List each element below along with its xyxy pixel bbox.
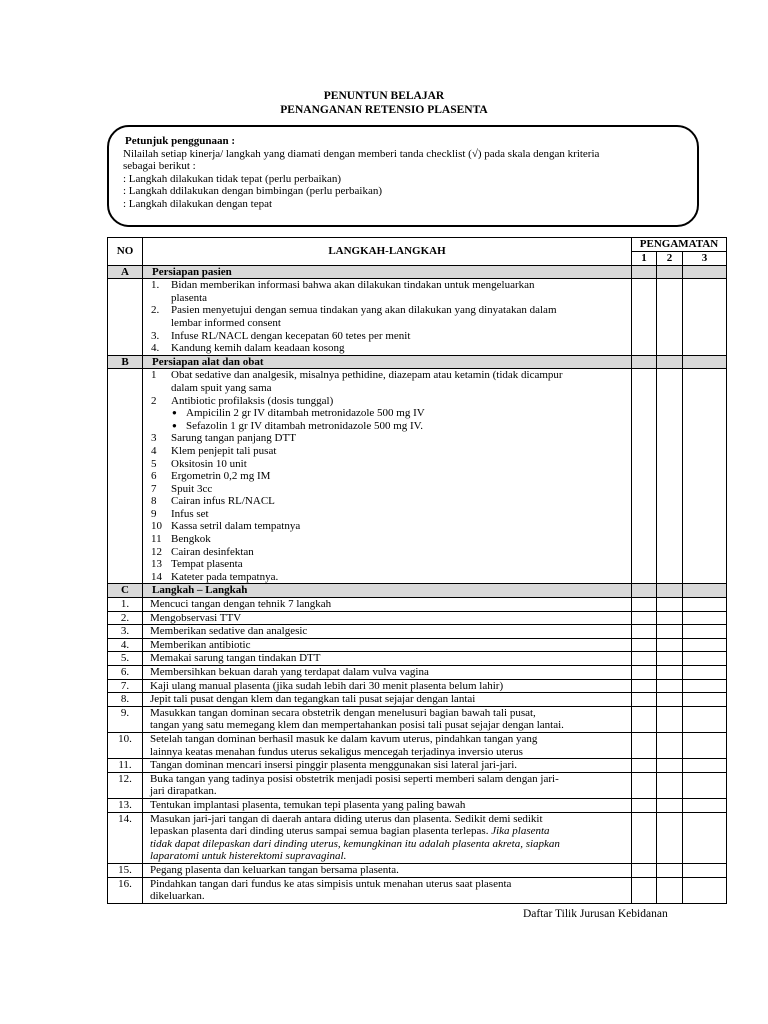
item-line: Sarung tangan panjang DTT bbox=[171, 432, 296, 445]
list-item bbox=[151, 558, 631, 571]
item-text bbox=[171, 508, 631, 521]
item-line: Infuse RL/NACL dengan kecepatan 60 tetes per menit bbox=[171, 329, 411, 342]
obs-cell[interactable] bbox=[657, 812, 683, 863]
item-line: Klem penjepit tali pusat bbox=[171, 444, 277, 457]
obs-cell[interactable] bbox=[657, 693, 683, 707]
step-text bbox=[143, 863, 632, 877]
item-number: 4 bbox=[151, 444, 157, 457]
page-subtitle: PENANGANAN RETENSIO PLASENTA bbox=[280, 104, 488, 116]
obs-cell[interactable] bbox=[632, 812, 657, 863]
step-line: Mencuci tangan dengan tehnik 7 langkah bbox=[150, 598, 332, 611]
table-row bbox=[108, 772, 727, 798]
step-text bbox=[143, 679, 632, 693]
step-line: Setelah tangan dominan berhasil masuk ke dalam kavum uterus, pindahkan tangan yang bbox=[150, 732, 538, 745]
instructions-box bbox=[107, 125, 699, 227]
obs-cell[interactable] bbox=[683, 863, 727, 877]
section-b-list bbox=[143, 369, 632, 584]
item-number: 3 bbox=[151, 432, 157, 445]
obs-cell[interactable] bbox=[632, 638, 657, 652]
item-text bbox=[171, 495, 631, 508]
obs-cell[interactable] bbox=[632, 666, 657, 680]
obs-cell[interactable] bbox=[683, 877, 727, 903]
item-text bbox=[171, 571, 631, 584]
item-line: Oksitosin 10 unit bbox=[171, 457, 247, 470]
step-text bbox=[143, 759, 632, 773]
criteria-2: : Langkah ddilakukan dengan bimbingan (perlu perbaikan) bbox=[123, 185, 383, 197]
step-number: 7. bbox=[108, 679, 143, 693]
step-line: Masukkan tangan dominan secara obstetrik dengan menelusuri bagian bawah tali pusat, bbox=[150, 706, 536, 719]
item-number: 4. bbox=[151, 342, 160, 355]
item-line: Tempat plasenta bbox=[171, 558, 243, 571]
item-number: 8 bbox=[151, 495, 157, 508]
table-row bbox=[108, 706, 727, 732]
obs-cell[interactable] bbox=[683, 666, 727, 680]
item-line: Kateter pada tempatnya. bbox=[171, 570, 279, 583]
step-number: 4. bbox=[108, 638, 143, 652]
item-line: Ergometrin 0,2 mg IM bbox=[171, 470, 271, 483]
table-row bbox=[108, 812, 727, 863]
step-number: 1. bbox=[108, 598, 143, 612]
step-text bbox=[143, 706, 632, 732]
table-row bbox=[108, 863, 727, 877]
item-line: Pasien menyetujui dengan semua tindakan yang akan dilakukan yang dinyatakan dalam bbox=[171, 304, 557, 317]
step-text bbox=[143, 693, 632, 707]
item-line: plasenta bbox=[171, 291, 208, 304]
step-line: Mengobservasi TTV bbox=[150, 611, 242, 624]
instructions-heading: Petunjuk penggunaan : bbox=[125, 135, 236, 147]
step-line: Jepit tali pusat dengan klem dan tegangkan tali pusat sejajar dengan lantai bbox=[150, 693, 476, 706]
obs-cell[interactable] bbox=[657, 732, 683, 758]
table-row bbox=[108, 625, 727, 639]
item-text bbox=[171, 520, 631, 533]
obs-cell[interactable] bbox=[632, 693, 657, 707]
list-item bbox=[151, 533, 631, 546]
list-item bbox=[151, 458, 631, 471]
checklist-table bbox=[107, 237, 727, 904]
obs-cell[interactable] bbox=[657, 611, 683, 625]
list-item bbox=[151, 369, 631, 394]
obs-cell[interactable] bbox=[657, 679, 683, 693]
obs-cell[interactable] bbox=[683, 759, 727, 773]
step-line: tangan yang satu memegang klem dan mempertahankan posisi tali pusat sejajar dengan lantai. bbox=[150, 719, 564, 732]
step-text bbox=[143, 611, 632, 625]
obs-cell[interactable] bbox=[683, 625, 727, 639]
item-number: 12 bbox=[151, 545, 162, 558]
obs-cell[interactable] bbox=[632, 598, 657, 612]
obs-cell[interactable] bbox=[657, 638, 683, 652]
step-number: 5. bbox=[108, 652, 143, 666]
step-text bbox=[143, 625, 632, 639]
item-number: 6 bbox=[151, 470, 157, 483]
obs-cell[interactable] bbox=[632, 679, 657, 693]
step-number: 16. bbox=[108, 877, 143, 903]
step-number: 2. bbox=[108, 611, 143, 625]
item-line: Obat sedative dan analgesik, misalnya pethidine, diazepam atau ketamin (tidak dicampur bbox=[171, 369, 563, 382]
item-text bbox=[171, 342, 631, 355]
bullet-icon: ● bbox=[172, 408, 177, 418]
step-line: Membersihkan bekuan darah yang terdapat dalam vulva vagina bbox=[150, 666, 429, 678]
item-text bbox=[171, 558, 631, 571]
bullet-text: Ampicilin 2 gr IV ditambah metronidazole 500 mg IV bbox=[186, 407, 425, 420]
obs-cell[interactable] bbox=[632, 652, 657, 666]
item-text bbox=[171, 304, 631, 329]
obs-cell[interactable] bbox=[657, 666, 683, 680]
obs-cell[interactable] bbox=[657, 772, 683, 798]
criteria-1: : Langkah dilakukan tidak tepat (perlu perbaikan) bbox=[123, 172, 342, 185]
item-number: 9 bbox=[151, 507, 157, 520]
table-row bbox=[108, 732, 727, 758]
table-row bbox=[108, 652, 727, 666]
list-item bbox=[151, 304, 631, 329]
obs-cell[interactable] bbox=[683, 679, 727, 693]
obs-cell[interactable] bbox=[683, 638, 727, 652]
section-a-list bbox=[143, 279, 632, 356]
item-number: 3. bbox=[151, 329, 160, 342]
obs-cell[interactable] bbox=[632, 759, 657, 773]
obs-cell[interactable] bbox=[657, 652, 683, 666]
list-item bbox=[151, 445, 631, 458]
item-number: 7 bbox=[151, 482, 157, 495]
step-text bbox=[143, 638, 632, 652]
list-item bbox=[151, 470, 631, 483]
list-item bbox=[151, 483, 631, 496]
step-line: Tentukan implantasi plasenta, temukan tepi plasenta yang paling bawah bbox=[150, 798, 466, 811]
step-number: 9. bbox=[108, 706, 143, 732]
item-number: 1 bbox=[151, 369, 157, 382]
obs-cell[interactable] bbox=[683, 652, 727, 666]
table-row bbox=[108, 693, 727, 707]
item-line: Cairan desinfektan bbox=[171, 545, 254, 558]
item-number: 14 bbox=[151, 570, 162, 583]
table-row bbox=[108, 798, 727, 812]
item-text bbox=[171, 546, 631, 559]
obs-cell[interactable] bbox=[657, 706, 683, 732]
item-number: 11 bbox=[151, 533, 162, 546]
step-number: 15. bbox=[108, 863, 143, 877]
step-line: Memakai sarung tangan tindakan DTT bbox=[150, 652, 321, 665]
table-row bbox=[108, 877, 727, 903]
step-number: 6. bbox=[108, 666, 143, 680]
step-number: 10. bbox=[108, 732, 143, 758]
obs-cell[interactable] bbox=[683, 693, 727, 707]
item-text bbox=[171, 330, 631, 343]
obs-cell[interactable] bbox=[683, 611, 727, 625]
section-a-title: Persiapan pasien bbox=[143, 265, 632, 279]
step-number: 3. bbox=[108, 625, 143, 639]
step-line: lainnya keatas menahan fundus uterus sekaligus mencegah terjadinya inversio uterus bbox=[150, 745, 523, 758]
obs-cell[interactable] bbox=[683, 706, 727, 732]
step-line: Memberikan sedative dan analgesic bbox=[150, 625, 308, 638]
step-text bbox=[143, 812, 632, 863]
obs-cell[interactable] bbox=[632, 706, 657, 732]
item-line: Bengkok bbox=[171, 533, 211, 546]
section-c-title: Langkah – Langkah bbox=[143, 584, 632, 598]
section-b-title: Persiapan alat dan obat bbox=[143, 355, 632, 369]
col-observation-header: PENGAMATAN bbox=[632, 238, 727, 252]
obs-cell[interactable] bbox=[632, 877, 657, 903]
bullet-item bbox=[151, 420, 631, 433]
step-line: Kaji ulang manual plasenta (jika sudah lebih dari 30 menit plasenta belum lahir) bbox=[150, 679, 504, 692]
item-line: Bidan memberikan informasi bahwa akan dilakukan tindakan untuk mengeluarkan bbox=[171, 279, 535, 292]
list-item bbox=[151, 279, 631, 304]
obs-cell[interactable] bbox=[683, 772, 727, 798]
item-line: Kandung kemih dalam keadaan kosong bbox=[171, 342, 345, 355]
item-text bbox=[171, 279, 631, 304]
section-a-items bbox=[108, 279, 727, 356]
footer-text: Daftar Tilik Jurusan Kebidanan bbox=[523, 908, 668, 920]
list-item bbox=[151, 330, 631, 343]
step-line: Memberikan antibiotic bbox=[150, 638, 251, 651]
item-number: 10 bbox=[151, 520, 162, 533]
obs-cell[interactable] bbox=[657, 759, 683, 773]
step-italic-note: laparatomi untuk histerektomi supravaginal. bbox=[150, 850, 347, 863]
list-item bbox=[151, 508, 631, 521]
step-number: 14. bbox=[108, 812, 143, 863]
step-text bbox=[143, 877, 632, 903]
col-steps-header: LANGKAH-LANGKAH bbox=[143, 238, 632, 266]
obs-cell[interactable] bbox=[657, 798, 683, 812]
page-title: PENUNTUN BELAJAR bbox=[323, 90, 445, 102]
list-item bbox=[151, 571, 631, 584]
col-no-header: NO bbox=[108, 238, 143, 266]
item-line: Spuit 3cc bbox=[171, 482, 213, 495]
step-text bbox=[143, 598, 632, 612]
list-item bbox=[151, 546, 631, 559]
item-number: 13 bbox=[151, 558, 162, 571]
obs-cell[interactable] bbox=[632, 625, 657, 639]
table-row bbox=[108, 598, 727, 612]
section-b-header: B Persiapan alat dan obat bbox=[108, 355, 727, 369]
step-italic-note: tidak dapat dilepaskan dari dinding uterus, kemungkinan itu adalah plasenta akreta, siapkan bbox=[150, 837, 560, 850]
step-number: 13. bbox=[108, 798, 143, 812]
item-line: Infus set bbox=[171, 507, 209, 520]
obs-cell[interactable] bbox=[657, 863, 683, 877]
item-text bbox=[171, 369, 631, 394]
item-line: Antibiotic profilaksis (dosis tunggal) bbox=[171, 394, 334, 407]
item-line: dalam spuit yang sama bbox=[171, 381, 272, 394]
obs-cell[interactable] bbox=[632, 772, 657, 798]
instructions-intro: Nilailah setiap kinerja/ langkah yang diamati dengan memberi tanda checklist (√) pada skala dengan kriteria bbox=[123, 147, 600, 160]
step-line: Pegang plasenta dan keluarkan tangan bersama plasenta. bbox=[150, 863, 399, 876]
item-text bbox=[171, 395, 631, 408]
bullet-icon: ● bbox=[172, 420, 177, 430]
section-c-header: C Langkah – Langkah bbox=[108, 584, 727, 598]
step-line: jari dirapatkan. bbox=[150, 785, 217, 798]
item-number: 2. bbox=[151, 304, 160, 317]
item-text bbox=[171, 483, 631, 496]
table-row bbox=[108, 759, 727, 773]
obs-cell[interactable] bbox=[657, 625, 683, 639]
item-number: 2 bbox=[151, 394, 157, 407]
item-line: Cairan infus RL/NACL bbox=[171, 495, 275, 508]
step-text bbox=[143, 798, 632, 812]
step-line: Pindahkan tangan dari fundus ke atas simpisis untuk menahan uterus saat plasenta bbox=[150, 877, 512, 890]
item-line: lembar informed consent bbox=[171, 316, 281, 329]
table-row bbox=[108, 679, 727, 693]
obs-cell[interactable] bbox=[683, 598, 727, 612]
step-number: 8. bbox=[108, 693, 143, 707]
obs-cell[interactable] bbox=[683, 812, 727, 863]
obs-cell[interactable] bbox=[683, 798, 727, 812]
step-line bbox=[150, 825, 627, 838]
obs-col-2: 2 bbox=[657, 252, 683, 266]
obs-col-1: 1 bbox=[632, 252, 657, 266]
item-line: Kassa setril dalam tempatnya bbox=[171, 520, 301, 533]
criteria-3: : Langkah dilakukan dengan tepat bbox=[123, 197, 273, 210]
step-line: Tangan dominan mencari insersi pinggir plasenta menggunakan sisi lateral jari-jari. bbox=[150, 759, 518, 772]
obs-cell[interactable] bbox=[657, 877, 683, 903]
instructions-intro-cont: sebagai berikut : bbox=[123, 160, 196, 172]
item-number: 1. bbox=[151, 279, 160, 292]
item-number: 5 bbox=[151, 457, 157, 470]
step-italic-line bbox=[150, 838, 627, 851]
obs-cell[interactable] bbox=[632, 732, 657, 758]
step-italic-note: Jika plasenta bbox=[488, 825, 550, 838]
step-italic-line bbox=[150, 850, 627, 863]
obs-cell[interactable] bbox=[632, 798, 657, 812]
obs-cell[interactable] bbox=[657, 598, 683, 612]
step-text bbox=[143, 652, 632, 666]
section-a-header: A Persiapan pasien bbox=[108, 265, 727, 279]
list-item bbox=[151, 395, 631, 408]
table-row bbox=[108, 638, 727, 652]
step-line: Masukan jari-jari tangan di daerah antara diding uterus dan plasenta. Sedikit demi sedikit bbox=[150, 812, 543, 825]
obs-cell[interactable] bbox=[632, 611, 657, 625]
obs-col-3: 3 bbox=[683, 252, 727, 266]
item-text bbox=[171, 445, 631, 458]
list-item bbox=[151, 520, 631, 533]
bullet-text: Sefazolin 1 gr IV ditambah metronidazole 500 mg IV. bbox=[186, 419, 423, 432]
bullet-item bbox=[151, 407, 631, 420]
step-line: Buka tangan yang tadinya posisi obstetrik menjadi posisi seperti memberi salam dengan jari- bbox=[150, 772, 559, 785]
list-item bbox=[151, 495, 631, 508]
item-text bbox=[171, 470, 631, 483]
section-b-items bbox=[108, 369, 727, 584]
table-row bbox=[108, 611, 727, 625]
step-number: 11. bbox=[108, 759, 143, 773]
obs-cell[interactable] bbox=[632, 863, 657, 877]
table-row bbox=[108, 666, 727, 680]
item-text bbox=[171, 533, 631, 546]
step-number: 12. bbox=[108, 772, 143, 798]
item-text bbox=[171, 432, 631, 445]
step-line-text: lepaskan plasenta dari dinding uterus sampai semua bagian plasenta terlepas. bbox=[150, 825, 489, 838]
step-text bbox=[143, 666, 632, 680]
step-text bbox=[143, 772, 632, 798]
step-text bbox=[143, 732, 632, 758]
list-item bbox=[151, 432, 631, 445]
item-text bbox=[171, 458, 631, 471]
obs-cell[interactable] bbox=[683, 732, 727, 758]
list-item bbox=[151, 342, 631, 355]
step-line: dikeluarkan. bbox=[150, 890, 205, 903]
